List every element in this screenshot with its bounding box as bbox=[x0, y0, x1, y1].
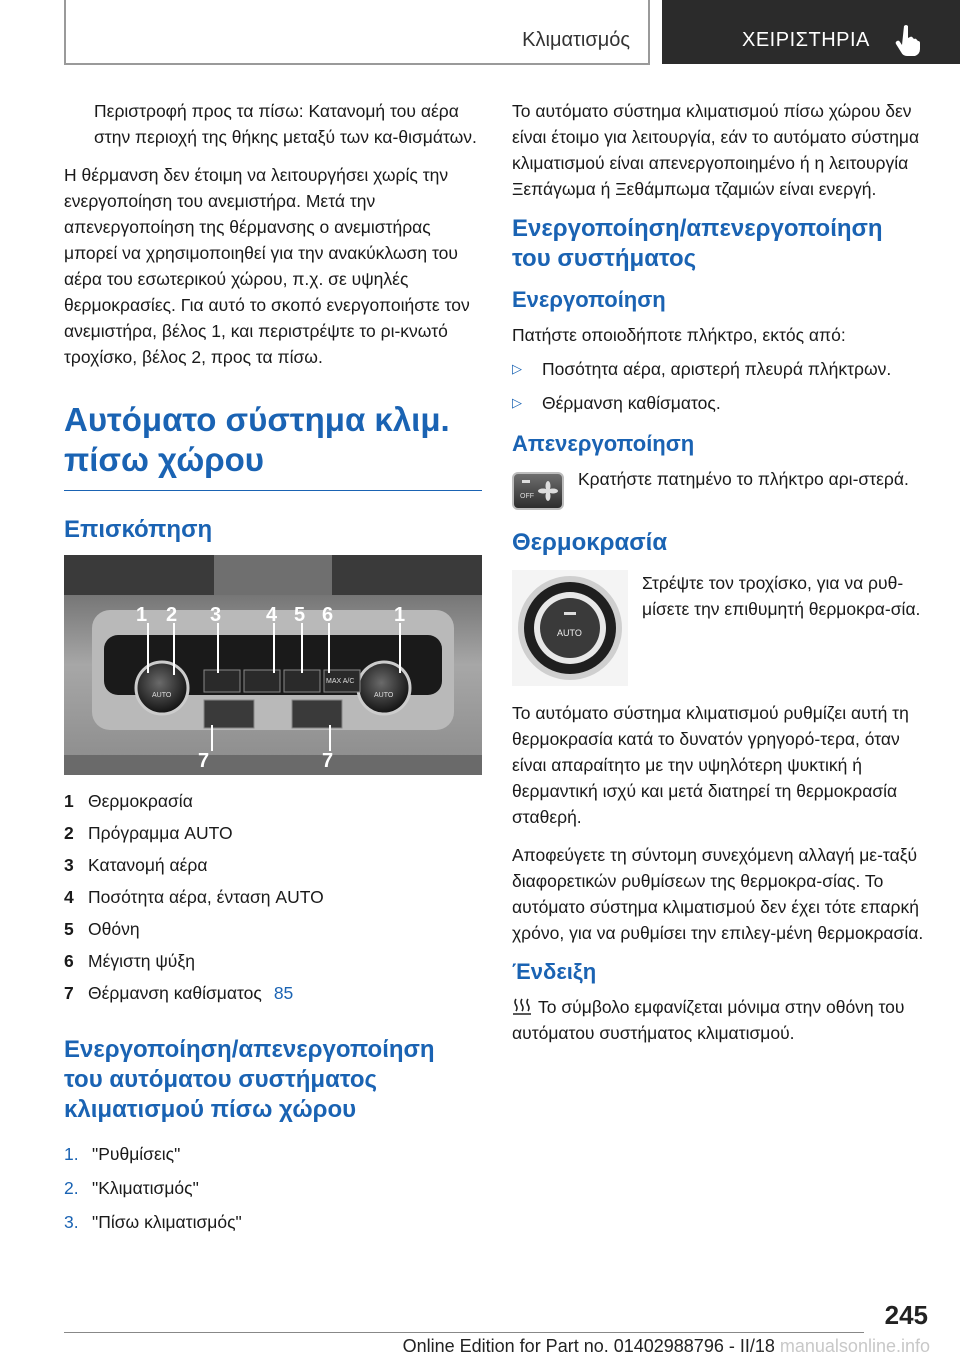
off-label: OFF bbox=[520, 493, 534, 500]
header-rule-right bbox=[648, 0, 650, 64]
activation-heading: Ενεργοποίηση bbox=[512, 287, 666, 312]
legend-text: Θέρμανση καθίσματος bbox=[88, 983, 262, 1003]
deactivation-heading: Απενεργοποίηση bbox=[512, 431, 695, 456]
indicator-heading: Ένδειξη bbox=[512, 959, 597, 984]
legend-text: Ποσότητα αέρα, ένταση AUTO bbox=[88, 887, 324, 907]
intro-paragraph: Η θέρμανση δεν έτοιμη να λειτουργήσει χωρίς την ενεργοποίηση του ανεμιστήρα. Μετά την απενεργοποίηση της θέρμανσης ο ανεμιστήρας μπορεί να χρησιμοποιηθεί για την ανακύκλωση του αέρα του εσωτερικού χώρου, π.χ. σε υψηλές θερμοκρασίες. Για αυτό το σκοπό ενεργοποιήστε τον ανεμιστήρα, βέλος 1, και περιστρέψτε το ρι-κνωτό τροχίσκο, βέλος 2, προς τα πίσω. bbox=[64, 165, 470, 367]
list-item bbox=[64, 1171, 482, 1205]
activation-text: Πατήστε οποιοδήποτε πλήκτρο, εκτός από: bbox=[512, 325, 846, 345]
deactivation-text: Κρατήστε πατημένο το πλήκτρο αρι-στερά. bbox=[578, 469, 909, 489]
section-tab[interactable] bbox=[662, 0, 960, 64]
list-item bbox=[64, 849, 482, 881]
edition-text: Online Edition for Part no. 01402988796 - II/18 bbox=[402, 1336, 775, 1356]
rear-climate-heading-line1: Αυτόματο σύστημα κλιμ. bbox=[64, 401, 450, 438]
list-item bbox=[64, 913, 482, 945]
temperature-paragraph-2: Αποφεύγετε τη σύντομη συνεχόμενη αλλαγή με-ταξύ διαφορετικών ρυθμίσεων της θερμοκρα-σίας. Το αυτόματο σύστημα κλιματισμού δεν έχει τότε επαρκή χρόνο, για να ρυθμίσει την επιλεγ-μένη θερμοκρασία. bbox=[512, 845, 924, 943]
header-rule-bottom bbox=[64, 63, 650, 65]
step-number: 3. bbox=[64, 1212, 79, 1232]
rear-onoff-heading bbox=[64, 1035, 482, 1125]
header-rule-left bbox=[64, 0, 66, 64]
heading-rule bbox=[64, 490, 482, 491]
onoff-heading bbox=[512, 214, 932, 274]
photo-label: 1 bbox=[136, 604, 148, 626]
steps-list bbox=[64, 1137, 482, 1239]
deactivation-row bbox=[512, 466, 932, 510]
triangle-bullet-icon: ▷ bbox=[512, 361, 522, 376]
rear-climate-heading-line2: πίσω χώρου bbox=[64, 441, 265, 478]
photo-label: 4 bbox=[266, 604, 278, 626]
photo-label: 7 bbox=[198, 750, 210, 772]
rear-onoff-heading-line1: Ενεργοποίηση/απενεργοποίηση bbox=[64, 1036, 435, 1063]
legend-text: Θερμοκρασία bbox=[88, 791, 193, 811]
bullet-text: Θέρμανση καθίσματος. bbox=[542, 393, 721, 413]
control-panel-photo bbox=[64, 555, 482, 775]
legend-text: Οθόνη bbox=[88, 919, 140, 939]
triangle-bullet-icon: ▷ bbox=[512, 395, 522, 410]
list-item bbox=[64, 977, 482, 1009]
legend-text: Κατανομή αέρα bbox=[88, 855, 208, 875]
indicator-text-content: Το σύμβολο εμφανίζεται μόνιμα στην οθόνη του αυτόματου συστήματος κλιματισμού. bbox=[512, 997, 905, 1043]
photo-label: 2 bbox=[166, 604, 178, 626]
photo-label: 3 bbox=[210, 604, 222, 626]
list-item bbox=[64, 1137, 482, 1171]
indicator-text bbox=[512, 994, 932, 1046]
heat-symbol-icon bbox=[512, 997, 532, 1015]
exception-list bbox=[512, 352, 932, 420]
list-item bbox=[512, 352, 932, 386]
step-text: "Κλιματισμός" bbox=[92, 1178, 199, 1198]
intro-indented-text: Περιστροφή προς τα πίσω: Κατανομή του αέρα στην περιοχή της θήκης μεταξύ των κα-θισμάτων. bbox=[94, 101, 477, 147]
legend-text: Μέγιστη ψύξη bbox=[88, 951, 195, 971]
temperature-knob-illustration bbox=[512, 570, 628, 686]
list-item bbox=[64, 881, 482, 913]
page-reference-link[interactable]: 85 bbox=[273, 983, 294, 1003]
chapter-title: Κλιματισμός bbox=[522, 29, 630, 51]
legend-number: 1 bbox=[64, 791, 74, 811]
overview-heading: Επισκόπηση bbox=[64, 516, 213, 543]
photo-label: 7 bbox=[322, 750, 334, 772]
availability-paragraph: Το αυτόματο σύστημα κλιματισμού πίσω χώρου δεν είναι έτοιμο για λειτουργία, εάν το αυτόματο σύστημα κλιματισμού είναι απενεργοποιημένο ή η λειτουργία Ξεπάγωμα ή Ξεθάμπωμα τζαμιών είναι ενεργή. bbox=[512, 101, 920, 199]
step-number: 1. bbox=[64, 1144, 79, 1164]
pointing-hand-icon bbox=[895, 24, 921, 56]
off-button-image bbox=[512, 472, 564, 510]
list-item bbox=[64, 1205, 482, 1239]
legend-number: 7 bbox=[64, 983, 74, 1003]
temperature-text: Στρέψτε τον τροχίσκο, για να ρυθ-μίσετε την επιθυμητή θερμοκρα-σία. bbox=[642, 573, 921, 619]
list-item bbox=[64, 817, 482, 849]
temperature-row bbox=[512, 570, 932, 686]
list-item bbox=[64, 785, 482, 817]
onoff-heading-line1: Ενεργοποίηση/απενεργοποίηση bbox=[512, 215, 883, 242]
photo-label: 5 bbox=[294, 604, 306, 626]
photo-button-text: AUTO bbox=[152, 692, 172, 699]
rear-onoff-heading-line3: κλιματισμού πίσω χώρου bbox=[64, 1096, 357, 1123]
legend-number: 6 bbox=[64, 951, 74, 971]
left-column bbox=[64, 98, 482, 1239]
control-panel-illustration bbox=[64, 555, 482, 775]
onoff-heading-line2: του συστήματος bbox=[512, 245, 697, 272]
temperature-paragraph-1: Το αυτόματο σύστημα κλιματισμού ρυθμίζει αυτή τη θερμοκρασία κατά το δυνατόν γρηγορό-τερα, όταν είναι απαραίτητο με την υψηλότερη ψυκτική ή θερμαντική ισχύ και μετά διατηρεί τη θερμοκρασία σταθερή. bbox=[512, 703, 909, 827]
legend-text: Πρόγραμμα AUTO bbox=[88, 823, 233, 843]
page-number: 245 bbox=[884, 1300, 928, 1330]
knob-auto-label: AUTO bbox=[557, 628, 582, 638]
photo-button-text: MAX A/C bbox=[326, 678, 355, 685]
legend-number: 4 bbox=[64, 887, 74, 907]
section-tab-label: ΧΕΙΡΙΣΤΗΡΙΑ bbox=[742, 29, 870, 51]
legend-list bbox=[64, 785, 482, 1009]
list-item bbox=[512, 386, 932, 420]
temperature-heading: Θερμοκρασία bbox=[512, 529, 668, 556]
rear-climate-heading bbox=[64, 400, 482, 480]
temperature-knob-image bbox=[512, 570, 628, 686]
legend-number: 3 bbox=[64, 855, 74, 875]
list-item bbox=[64, 945, 482, 977]
step-text: "Ρυθμίσεις" bbox=[92, 1144, 181, 1164]
legend-number: 5 bbox=[64, 919, 74, 939]
rear-onoff-heading-line2: του αυτόματου συστήματος bbox=[64, 1066, 378, 1093]
watermark-text: manualsonline.info bbox=[779, 1336, 930, 1356]
photo-label: 1 bbox=[394, 604, 406, 626]
legend-number: 2 bbox=[64, 823, 74, 843]
step-number: 2. bbox=[64, 1178, 79, 1198]
step-text: "Πίσω κλιματισμός" bbox=[92, 1212, 242, 1232]
fan-off-icon bbox=[514, 474, 562, 508]
right-column bbox=[512, 98, 932, 1058]
bullet-text: Ποσότητα αέρα, αριστερή πλευρά πλήκτρων. bbox=[542, 359, 892, 379]
footer-rule bbox=[64, 1332, 864, 1333]
photo-button-text: AUTO bbox=[374, 692, 394, 699]
photo-label: 6 bbox=[322, 604, 334, 626]
footer-text bbox=[0, 1336, 930, 1357]
